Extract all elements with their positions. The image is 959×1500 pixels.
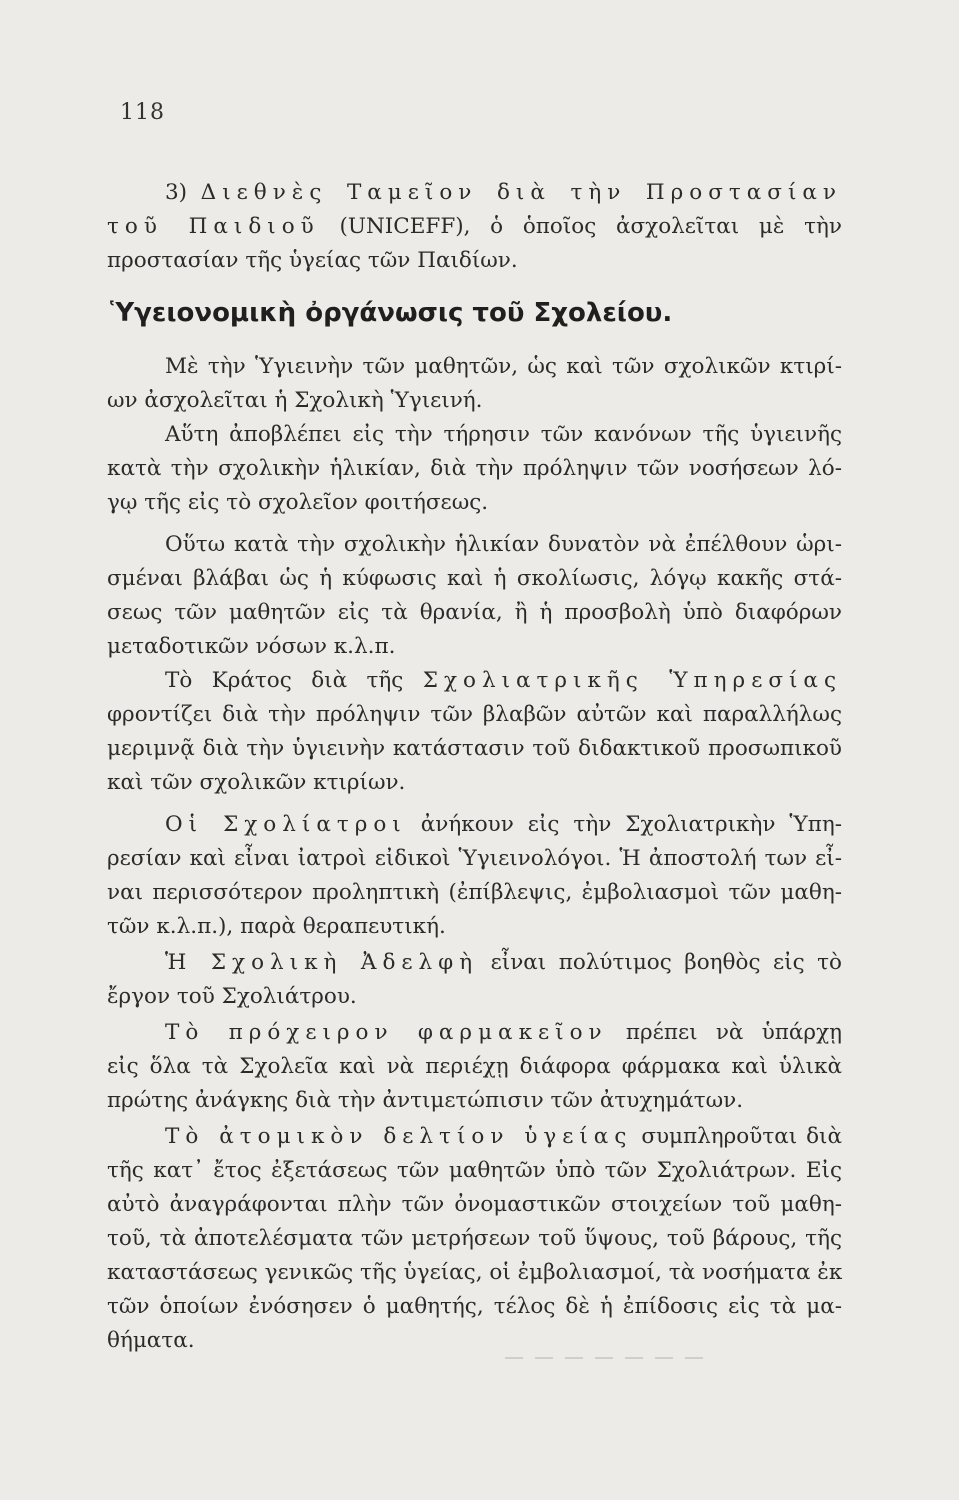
p3-line-2: σμέναι βλάβαι ὡς ἡ κύφωσις καὶ ἡ σκολίωσις, λόγῳ κακῆς στά- (107, 566, 842, 591)
p6-spaced-term: Ἡ Σχολικὴ Ἀδελφὴ (165, 950, 479, 975)
p5-line-1-rest: ἀνήκουν εἰς τὴν Σχολιατρικὴν Ὑπη- (420, 812, 843, 837)
item3-line-1 (165, 176, 842, 210)
item3-line-2 (107, 210, 842, 244)
p5-line-4: τῶν κ.λ.π.), παρὰ θεραπευτική. (107, 914, 446, 939)
page-number: 118 (120, 100, 165, 125)
p5-line-2: ρεσίαν καὶ εἶναι ἰατροὶ εἰδικοὶ Ὑγιεινολόγοι. Ἡ ἀποστολή των εἶ- (107, 846, 842, 871)
p7-spaced-term: Τὸ πρόχειρον φαρμακεῖον (165, 1020, 608, 1045)
p3-line-1: Οὕτω κατὰ τὴν σχολικὴν ἡλικίαν δυνατὸν νὰ ἐπέλθουν ὡρι- (165, 532, 842, 557)
p8-line-1 (165, 1120, 842, 1154)
p4-line-4: καὶ τῶν σχολικῶν κτιρίων. (107, 770, 406, 795)
p8-line-2: τῆς κατ᾽ ἔτος ἐξετάσεως τῶν μαθητῶν ὑπὸ τῶν Σχολιάτρων. Εἰς (107, 1158, 842, 1183)
p7-line-1 (165, 1016, 842, 1050)
p7-line-2: εἰς ὅλα τὰ Σχολεῖα καὶ νὰ περιέχῃ διάφορα φάρμακα καὶ ὑλικὰ (107, 1054, 842, 1079)
p1-line-1: Μὲ τὴν Ὑγιεινὴν τῶν μαθητῶν, ὡς καὶ τῶν σχολικῶν κτιρί- (165, 354, 842, 379)
p4-line-3: μεριμνᾷ διὰ τὴν ὑγιεινὴν κατάστασιν τοῦ διδακτικοῦ προσωπικοῦ (107, 736, 842, 761)
p8-line-6: τῶν ὁποίων ἐνόσησεν ὁ μαθητής, τέλος δὲ ἡ ἐπίδοσις εἰς τὰ μα- (107, 1294, 842, 1319)
p4-line-1 (165, 664, 842, 698)
item3-number: 3) (165, 180, 188, 205)
p4-line-1-start: Τὸ Κράτος διὰ τῆς (165, 668, 404, 693)
faint-rule (505, 1357, 705, 1359)
p2-line-3: γῳ τῆς εἰς τὸ σχολεῖον φοιτήσεως. (107, 490, 489, 515)
p5-line-1 (165, 808, 842, 842)
p3-line-3: σεως τῶν μαθητῶν εἰς τὰ θρανία, ἢ ἡ προσβολὴ ὑπὸ διαφόρων (107, 600, 842, 625)
p5-spaced-term: Οἱ Σχολίατροι (165, 812, 407, 837)
p4-line-2: φροντίζει διὰ τὴν πρόληψιν τῶν βλαβῶν αὐτῶν καὶ παραλλήλως (107, 702, 842, 727)
p8-line-1-rest: συμπληροῦται διὰ (641, 1124, 842, 1149)
item3-line-3: προστασίαν τῆς ὑγείας τῶν Παιδίων. (107, 248, 518, 273)
p8-line-3: αὐτὸ ἀναγράφονται πλὴν τῶν ὀνομαστικῶν στοιχείων τοῦ μαθη- (107, 1192, 842, 1217)
p8-line-4: τοῦ, τὰ ἀποτελέσματα τῶν μετρήσεων τοῦ ὕψους, τοῦ βάρους, τῆς (107, 1226, 842, 1251)
p8-spaced-term: Τὸ ἀτομικὸν δελτίον ὑγείας (165, 1124, 633, 1149)
p2-line-1: Αὕτη ἀποβλέπει εἰς τὴν τήρησιν τῶν κανόνων τῆς ὑγιεινῆς (165, 422, 842, 447)
p1-line-2: ων ἀσχολεῖται ἡ Σχολικὴ Ὑγιεινή. (107, 388, 483, 413)
p2-line-2: κατὰ τὴν σχολικὴν ἡλικίαν, διὰ τὴν πρόληψιν τῶν νοσήσεων λό- (107, 456, 842, 481)
p8-line-7: θήματα. (107, 1328, 195, 1353)
p3-line-4: μεταδοτικῶν νόσων κ.λ.π. (107, 634, 396, 659)
p6-line-2: ἔργον τοῦ Σχολιάτρου. (107, 984, 357, 1009)
section-heading: Ὑγειονομικὴ ὀργάνωσις τοῦ Σχολείου. (110, 298, 673, 328)
item3-line-2-rest: (UNICEFF), ὁ ὁποῖος ἀσχολεῖται μὲ τὴν (339, 214, 842, 239)
item3-spaced-name: τοῦ Παιδιοῦ (107, 214, 320, 239)
item3-spaced-title: Διεθνὲς Ταμεῖον διὰ τὴν Προστασίαν (200, 180, 842, 205)
p5-line-3: ναι περισσότερον προληπτικὴ (ἐπίβλεψις, ἐμβολιασμοὶ τῶν μαθη- (107, 880, 842, 905)
p6-line-1-rest: εἶναι πολύτιμος βοηθὸς εἰς τὸ (490, 950, 842, 975)
p7-line-3: πρώτης ἀνάγκης διὰ τὴν ἀντιμετώπισιν τῶν ἀτυχημάτων. (107, 1088, 744, 1113)
p8-line-5: καταστάσεως γενικῶς τῆς ὑγείας, οἱ ἐμβολιασμοί, τὰ νοσήματα ἐκ (107, 1260, 843, 1285)
p4-spaced-term: Σχολιατρικῆς Ὑπηρεσίας (422, 668, 842, 693)
p6-line-1 (165, 946, 842, 980)
p7-line-1-rest: πρέπει νὰ ὑπάρχῃ (625, 1020, 842, 1045)
